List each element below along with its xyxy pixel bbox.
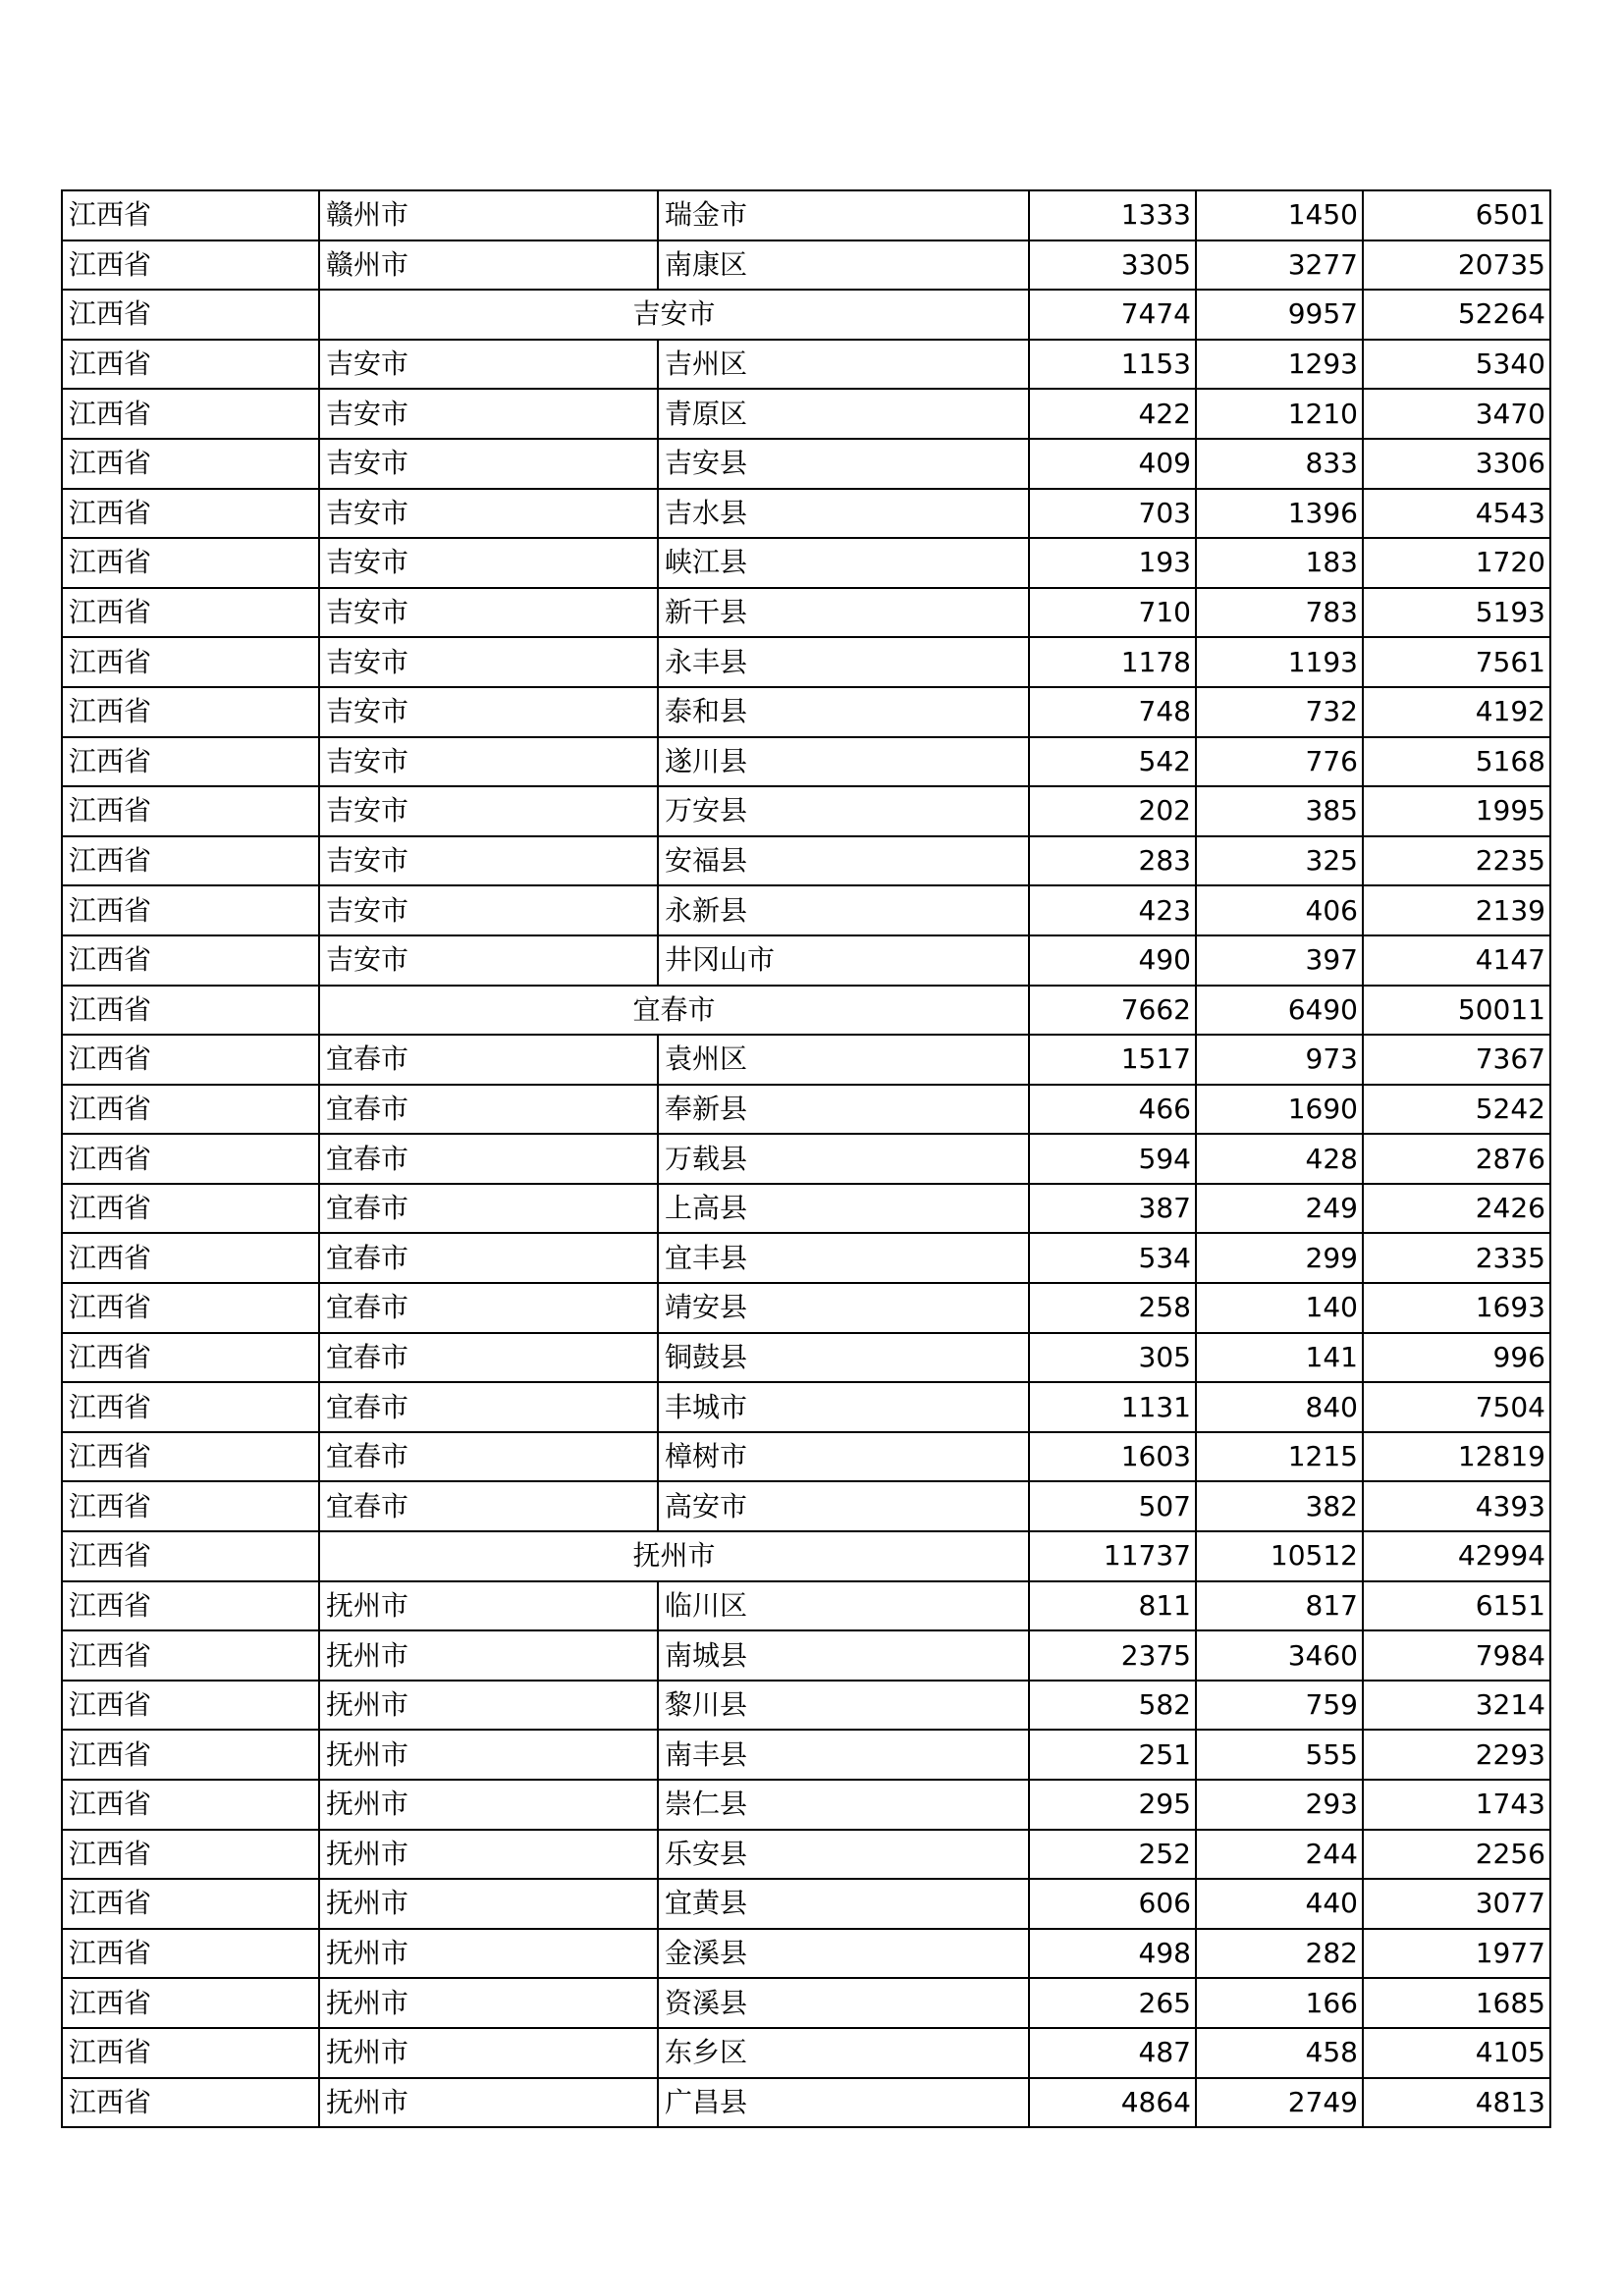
city-cell: 赣州市 bbox=[319, 190, 658, 240]
value-cell-2: 1293 bbox=[1196, 340, 1363, 390]
value-cell-3: 996 bbox=[1363, 1333, 1550, 1383]
province-cell: 江西省 bbox=[62, 340, 319, 390]
value-cell-3: 1743 bbox=[1363, 1780, 1550, 1830]
statistics-table bbox=[61, 189, 1551, 2128]
city-cell: 吉安市 bbox=[319, 439, 658, 489]
value-cell-1: 1131 bbox=[1029, 1382, 1196, 1432]
value-cell-3: 1720 bbox=[1363, 538, 1550, 588]
value-cell-1: 594 bbox=[1029, 1134, 1196, 1184]
table-row bbox=[62, 637, 1550, 687]
value-cell-3: 1977 bbox=[1363, 1929, 1550, 1979]
table-row bbox=[62, 1929, 1550, 1979]
county-cell: 南康区 bbox=[658, 240, 1029, 291]
value-cell-1: 11737 bbox=[1029, 1531, 1196, 1581]
county-cell: 袁州区 bbox=[658, 1035, 1029, 1085]
city-cell: 吉安市 bbox=[319, 340, 658, 390]
value-cell-3: 7367 bbox=[1363, 1035, 1550, 1085]
value-cell-3: 4813 bbox=[1363, 2078, 1550, 2128]
value-cell-2: 140 bbox=[1196, 1283, 1363, 1333]
value-cell-1: 710 bbox=[1029, 588, 1196, 638]
province-cell: 江西省 bbox=[62, 1432, 319, 1482]
value-cell-3: 5242 bbox=[1363, 1085, 1550, 1135]
value-cell-3: 2293 bbox=[1363, 1730, 1550, 1780]
city-cell: 吉安市 bbox=[319, 687, 658, 737]
value-cell-2: 406 bbox=[1196, 885, 1363, 935]
value-cell-3: 3214 bbox=[1363, 1681, 1550, 1731]
county-cell: 宜丰县 bbox=[658, 1233, 1029, 1283]
value-cell-1: 582 bbox=[1029, 1681, 1196, 1731]
city-cell: 赣州市 bbox=[319, 240, 658, 291]
value-cell-2: 1690 bbox=[1196, 1085, 1363, 1135]
value-cell-1: 251 bbox=[1029, 1730, 1196, 1780]
value-cell-3: 4393 bbox=[1363, 1481, 1550, 1531]
city-cell: 吉安市 bbox=[319, 538, 658, 588]
county-cell: 丰城市 bbox=[658, 1382, 1029, 1432]
value-cell-1: 7662 bbox=[1029, 986, 1196, 1036]
table-row bbox=[62, 240, 1550, 291]
value-cell-1: 1603 bbox=[1029, 1432, 1196, 1482]
value-cell-3: 7561 bbox=[1363, 637, 1550, 687]
value-cell-2: 1215 bbox=[1196, 1432, 1363, 1482]
province-cell: 江西省 bbox=[62, 290, 319, 340]
county-cell: 资溪县 bbox=[658, 1978, 1029, 2028]
value-cell-1: 283 bbox=[1029, 836, 1196, 886]
table-row bbox=[62, 1233, 1550, 1283]
subtotal-row bbox=[62, 290, 1550, 340]
value-cell-1: 4864 bbox=[1029, 2078, 1196, 2128]
province-cell: 江西省 bbox=[62, 935, 319, 986]
province-cell: 江西省 bbox=[62, 1481, 319, 1531]
table-row bbox=[62, 1333, 1550, 1383]
table-row bbox=[62, 1730, 1550, 1780]
county-cell: 万安县 bbox=[658, 786, 1029, 836]
value-cell-2: 776 bbox=[1196, 737, 1363, 787]
value-cell-1: 487 bbox=[1029, 2028, 1196, 2078]
value-cell-3: 4147 bbox=[1363, 935, 1550, 986]
value-cell-1: 3305 bbox=[1029, 240, 1196, 291]
table-row bbox=[62, 1879, 1550, 1929]
city-cell: 抚州市 bbox=[319, 1978, 658, 2028]
value-cell-3: 12819 bbox=[1363, 1432, 1550, 1482]
table-row bbox=[62, 340, 1550, 390]
value-cell-2: 293 bbox=[1196, 1780, 1363, 1830]
county-cell: 新干县 bbox=[658, 588, 1029, 638]
city-cell: 吉安市 bbox=[319, 489, 658, 539]
value-cell-1: 748 bbox=[1029, 687, 1196, 737]
city-cell: 吉安市 bbox=[319, 737, 658, 787]
province-cell: 江西省 bbox=[62, 1630, 319, 1681]
province-cell: 江西省 bbox=[62, 489, 319, 539]
value-cell-2: 183 bbox=[1196, 538, 1363, 588]
city-cell: 吉安市 bbox=[319, 588, 658, 638]
value-cell-2: 299 bbox=[1196, 1233, 1363, 1283]
province-cell: 江西省 bbox=[62, 1085, 319, 1135]
value-cell-1: 534 bbox=[1029, 1233, 1196, 1283]
table-row bbox=[62, 1978, 1550, 2028]
city-cell: 抚州市 bbox=[319, 1681, 658, 1731]
value-cell-2: 783 bbox=[1196, 588, 1363, 638]
county-cell: 崇仁县 bbox=[658, 1780, 1029, 1830]
city-cell: 吉安市 bbox=[319, 637, 658, 687]
value-cell-3: 2876 bbox=[1363, 1134, 1550, 1184]
city-cell: 抚州市 bbox=[319, 1879, 658, 1929]
city-cell: 宜春市 bbox=[319, 1134, 658, 1184]
value-cell-1: 703 bbox=[1029, 489, 1196, 539]
city-cell: 宜春市 bbox=[319, 1035, 658, 1085]
county-cell: 安福县 bbox=[658, 836, 1029, 886]
province-cell: 江西省 bbox=[62, 1531, 319, 1581]
value-cell-3: 4543 bbox=[1363, 489, 1550, 539]
subtotal-row bbox=[62, 1531, 1550, 1581]
value-cell-1: 2375 bbox=[1029, 1630, 1196, 1681]
value-cell-3: 2335 bbox=[1363, 1233, 1550, 1283]
value-cell-1: 202 bbox=[1029, 786, 1196, 836]
province-cell: 江西省 bbox=[62, 637, 319, 687]
province-cell: 江西省 bbox=[62, 687, 319, 737]
table-row bbox=[62, 1283, 1550, 1333]
table-row bbox=[62, 1184, 1550, 1234]
table-row bbox=[62, 1630, 1550, 1681]
province-cell: 江西省 bbox=[62, 1978, 319, 2028]
value-cell-2: 249 bbox=[1196, 1184, 1363, 1234]
value-cell-3: 20735 bbox=[1363, 240, 1550, 291]
city-total-cell: 抚州市 bbox=[319, 1531, 1029, 1581]
value-cell-1: 423 bbox=[1029, 885, 1196, 935]
province-cell: 江西省 bbox=[62, 1581, 319, 1631]
value-cell-3: 52264 bbox=[1363, 290, 1550, 340]
county-cell: 广昌县 bbox=[658, 2078, 1029, 2128]
value-cell-2: 1193 bbox=[1196, 637, 1363, 687]
table-row bbox=[62, 1780, 1550, 1830]
value-cell-3: 6501 bbox=[1363, 190, 1550, 240]
table-row bbox=[62, 737, 1550, 787]
table-row bbox=[62, 1085, 1550, 1135]
table-row bbox=[62, 538, 1550, 588]
table-row bbox=[62, 588, 1550, 638]
city-cell: 抚州市 bbox=[319, 2028, 658, 2078]
city-cell: 抚州市 bbox=[319, 1830, 658, 1880]
value-cell-1: 466 bbox=[1029, 1085, 1196, 1135]
province-cell: 江西省 bbox=[62, 1333, 319, 1383]
county-cell: 瑞金市 bbox=[658, 190, 1029, 240]
table-row bbox=[62, 439, 1550, 489]
value-cell-3: 4192 bbox=[1363, 687, 1550, 737]
value-cell-2: 555 bbox=[1196, 1730, 1363, 1780]
value-cell-1: 265 bbox=[1029, 1978, 1196, 2028]
value-cell-1: 507 bbox=[1029, 1481, 1196, 1531]
value-cell-2: 732 bbox=[1196, 687, 1363, 737]
county-cell: 青原区 bbox=[658, 389, 1029, 439]
value-cell-2: 833 bbox=[1196, 439, 1363, 489]
table-row bbox=[62, 786, 1550, 836]
county-cell: 临川区 bbox=[658, 1581, 1029, 1631]
province-cell: 江西省 bbox=[62, 1730, 319, 1780]
county-cell: 吉安县 bbox=[658, 439, 1029, 489]
value-cell-3: 42994 bbox=[1363, 1531, 1550, 1581]
province-cell: 江西省 bbox=[62, 190, 319, 240]
county-cell: 南丰县 bbox=[658, 1730, 1029, 1780]
province-cell: 江西省 bbox=[62, 1830, 319, 1880]
province-cell: 江西省 bbox=[62, 786, 319, 836]
county-cell: 铜鼓县 bbox=[658, 1333, 1029, 1383]
value-cell-1: 193 bbox=[1029, 538, 1196, 588]
province-cell: 江西省 bbox=[62, 885, 319, 935]
county-cell: 靖安县 bbox=[658, 1283, 1029, 1333]
table-row bbox=[62, 2028, 1550, 2078]
table-row bbox=[62, 1432, 1550, 1482]
province-cell: 江西省 bbox=[62, 836, 319, 886]
value-cell-2: 385 bbox=[1196, 786, 1363, 836]
province-cell: 江西省 bbox=[62, 588, 319, 638]
city-cell: 抚州市 bbox=[319, 1780, 658, 1830]
city-cell: 吉安市 bbox=[319, 389, 658, 439]
value-cell-1: 1333 bbox=[1029, 190, 1196, 240]
value-cell-3: 1693 bbox=[1363, 1283, 1550, 1333]
value-cell-3: 2235 bbox=[1363, 836, 1550, 886]
county-cell: 永丰县 bbox=[658, 637, 1029, 687]
value-cell-3: 50011 bbox=[1363, 986, 1550, 1036]
province-cell: 江西省 bbox=[62, 1382, 319, 1432]
table-row bbox=[62, 489, 1550, 539]
table-row bbox=[62, 1481, 1550, 1531]
value-cell-3: 1995 bbox=[1363, 786, 1550, 836]
city-cell: 宜春市 bbox=[319, 1184, 658, 1234]
county-cell: 永新县 bbox=[658, 885, 1029, 935]
county-cell: 金溪县 bbox=[658, 1929, 1029, 1979]
value-cell-2: 397 bbox=[1196, 935, 1363, 986]
value-cell-3: 7984 bbox=[1363, 1630, 1550, 1681]
subtotal-row bbox=[62, 986, 1550, 1036]
value-cell-2: 759 bbox=[1196, 1681, 1363, 1731]
value-cell-2: 325 bbox=[1196, 836, 1363, 886]
value-cell-1: 1517 bbox=[1029, 1035, 1196, 1085]
city-cell: 抚州市 bbox=[319, 1730, 658, 1780]
value-cell-1: 811 bbox=[1029, 1581, 1196, 1631]
table-row bbox=[62, 935, 1550, 986]
value-cell-3: 5168 bbox=[1363, 737, 1550, 787]
value-cell-2: 166 bbox=[1196, 1978, 1363, 2028]
city-cell: 宜春市 bbox=[319, 1382, 658, 1432]
county-cell: 上高县 bbox=[658, 1184, 1029, 1234]
value-cell-1: 258 bbox=[1029, 1283, 1196, 1333]
value-cell-3: 3470 bbox=[1363, 389, 1550, 439]
value-cell-3: 3306 bbox=[1363, 439, 1550, 489]
value-cell-2: 973 bbox=[1196, 1035, 1363, 1085]
county-cell: 泰和县 bbox=[658, 687, 1029, 737]
county-cell: 奉新县 bbox=[658, 1085, 1029, 1135]
table-body bbox=[62, 190, 1550, 2127]
value-cell-3: 2139 bbox=[1363, 885, 1550, 935]
county-cell: 万载县 bbox=[658, 1134, 1029, 1184]
value-cell-1: 422 bbox=[1029, 389, 1196, 439]
value-cell-3: 6151 bbox=[1363, 1581, 1550, 1631]
table-row bbox=[62, 1382, 1550, 1432]
province-cell: 江西省 bbox=[62, 538, 319, 588]
province-cell: 江西省 bbox=[62, 1134, 319, 1184]
table-row bbox=[62, 687, 1550, 737]
table-row bbox=[62, 190, 1550, 240]
county-cell: 吉水县 bbox=[658, 489, 1029, 539]
value-cell-1: 498 bbox=[1029, 1929, 1196, 1979]
value-cell-2: 282 bbox=[1196, 1929, 1363, 1979]
value-cell-3: 7504 bbox=[1363, 1382, 1550, 1432]
value-cell-1: 295 bbox=[1029, 1780, 1196, 1830]
value-cell-1: 252 bbox=[1029, 1830, 1196, 1880]
value-cell-2: 382 bbox=[1196, 1481, 1363, 1531]
value-cell-3: 2256 bbox=[1363, 1830, 1550, 1880]
county-cell: 乐安县 bbox=[658, 1830, 1029, 1880]
value-cell-3: 4105 bbox=[1363, 2028, 1550, 2078]
city-total-cell: 吉安市 bbox=[319, 290, 1029, 340]
county-cell: 樟树市 bbox=[658, 1432, 1029, 1482]
city-total-cell: 宜春市 bbox=[319, 986, 1029, 1036]
table-row bbox=[62, 836, 1550, 886]
value-cell-1: 387 bbox=[1029, 1184, 1196, 1234]
table-row bbox=[62, 1581, 1550, 1631]
city-cell: 抚州市 bbox=[319, 1929, 658, 1979]
county-cell: 遂川县 bbox=[658, 737, 1029, 787]
province-cell: 江西省 bbox=[62, 1283, 319, 1333]
table-row bbox=[62, 885, 1550, 935]
table-row bbox=[62, 389, 1550, 439]
value-cell-2: 1450 bbox=[1196, 190, 1363, 240]
value-cell-2: 3277 bbox=[1196, 240, 1363, 291]
table-row bbox=[62, 2078, 1550, 2128]
city-cell: 抚州市 bbox=[319, 2078, 658, 2128]
province-cell: 江西省 bbox=[62, 2028, 319, 2078]
city-cell: 吉安市 bbox=[319, 935, 658, 986]
province-cell: 江西省 bbox=[62, 986, 319, 1036]
value-cell-2: 458 bbox=[1196, 2028, 1363, 2078]
county-cell: 吉州区 bbox=[658, 340, 1029, 390]
county-cell: 东乡区 bbox=[658, 2028, 1029, 2078]
province-cell: 江西省 bbox=[62, 240, 319, 291]
county-cell: 井冈山市 bbox=[658, 935, 1029, 986]
table-row bbox=[62, 1681, 1550, 1731]
value-cell-1: 606 bbox=[1029, 1879, 1196, 1929]
value-cell-1: 1178 bbox=[1029, 637, 1196, 687]
value-cell-2: 9957 bbox=[1196, 290, 1363, 340]
value-cell-2: 10512 bbox=[1196, 1531, 1363, 1581]
city-cell: 宜春市 bbox=[319, 1333, 658, 1383]
table-row bbox=[62, 1830, 1550, 1880]
value-cell-1: 7474 bbox=[1029, 290, 1196, 340]
province-cell: 江西省 bbox=[62, 1780, 319, 1830]
city-cell: 宜春市 bbox=[319, 1283, 658, 1333]
value-cell-1: 409 bbox=[1029, 439, 1196, 489]
value-cell-1: 490 bbox=[1029, 935, 1196, 986]
city-cell: 吉安市 bbox=[319, 786, 658, 836]
table-row bbox=[62, 1134, 1550, 1184]
province-cell: 江西省 bbox=[62, 1879, 319, 1929]
city-cell: 吉安市 bbox=[319, 836, 658, 886]
value-cell-2: 440 bbox=[1196, 1879, 1363, 1929]
table-row bbox=[62, 1035, 1550, 1085]
city-cell: 抚州市 bbox=[319, 1630, 658, 1681]
province-cell: 江西省 bbox=[62, 389, 319, 439]
province-cell: 江西省 bbox=[62, 1233, 319, 1283]
province-cell: 江西省 bbox=[62, 439, 319, 489]
city-cell: 吉安市 bbox=[319, 885, 658, 935]
province-cell: 江西省 bbox=[62, 1035, 319, 1085]
value-cell-1: 1153 bbox=[1029, 340, 1196, 390]
county-cell: 南城县 bbox=[658, 1630, 1029, 1681]
value-cell-2: 1210 bbox=[1196, 389, 1363, 439]
province-cell: 江西省 bbox=[62, 737, 319, 787]
county-cell: 黎川县 bbox=[658, 1681, 1029, 1731]
value-cell-2: 141 bbox=[1196, 1333, 1363, 1383]
value-cell-2: 6490 bbox=[1196, 986, 1363, 1036]
city-cell: 宜春市 bbox=[319, 1233, 658, 1283]
province-cell: 江西省 bbox=[62, 1681, 319, 1731]
province-cell: 江西省 bbox=[62, 2078, 319, 2128]
province-cell: 江西省 bbox=[62, 1929, 319, 1979]
value-cell-3: 2426 bbox=[1363, 1184, 1550, 1234]
city-cell: 宜春市 bbox=[319, 1432, 658, 1482]
value-cell-3: 3077 bbox=[1363, 1879, 1550, 1929]
city-cell: 宜春市 bbox=[319, 1481, 658, 1531]
value-cell-3: 5340 bbox=[1363, 340, 1550, 390]
county-cell: 高安市 bbox=[658, 1481, 1029, 1531]
value-cell-3: 1685 bbox=[1363, 1978, 1550, 2028]
value-cell-1: 305 bbox=[1029, 1333, 1196, 1383]
value-cell-2: 1396 bbox=[1196, 489, 1363, 539]
value-cell-3: 5193 bbox=[1363, 588, 1550, 638]
value-cell-2: 244 bbox=[1196, 1830, 1363, 1880]
value-cell-2: 817 bbox=[1196, 1581, 1363, 1631]
county-cell: 峡江县 bbox=[658, 538, 1029, 588]
city-cell: 宜春市 bbox=[319, 1085, 658, 1135]
city-cell: 抚州市 bbox=[319, 1581, 658, 1631]
value-cell-2: 428 bbox=[1196, 1134, 1363, 1184]
value-cell-2: 840 bbox=[1196, 1382, 1363, 1432]
value-cell-1: 542 bbox=[1029, 737, 1196, 787]
value-cell-2: 2749 bbox=[1196, 2078, 1363, 2128]
province-cell: 江西省 bbox=[62, 1184, 319, 1234]
value-cell-2: 3460 bbox=[1196, 1630, 1363, 1681]
county-cell: 宜黄县 bbox=[658, 1879, 1029, 1929]
